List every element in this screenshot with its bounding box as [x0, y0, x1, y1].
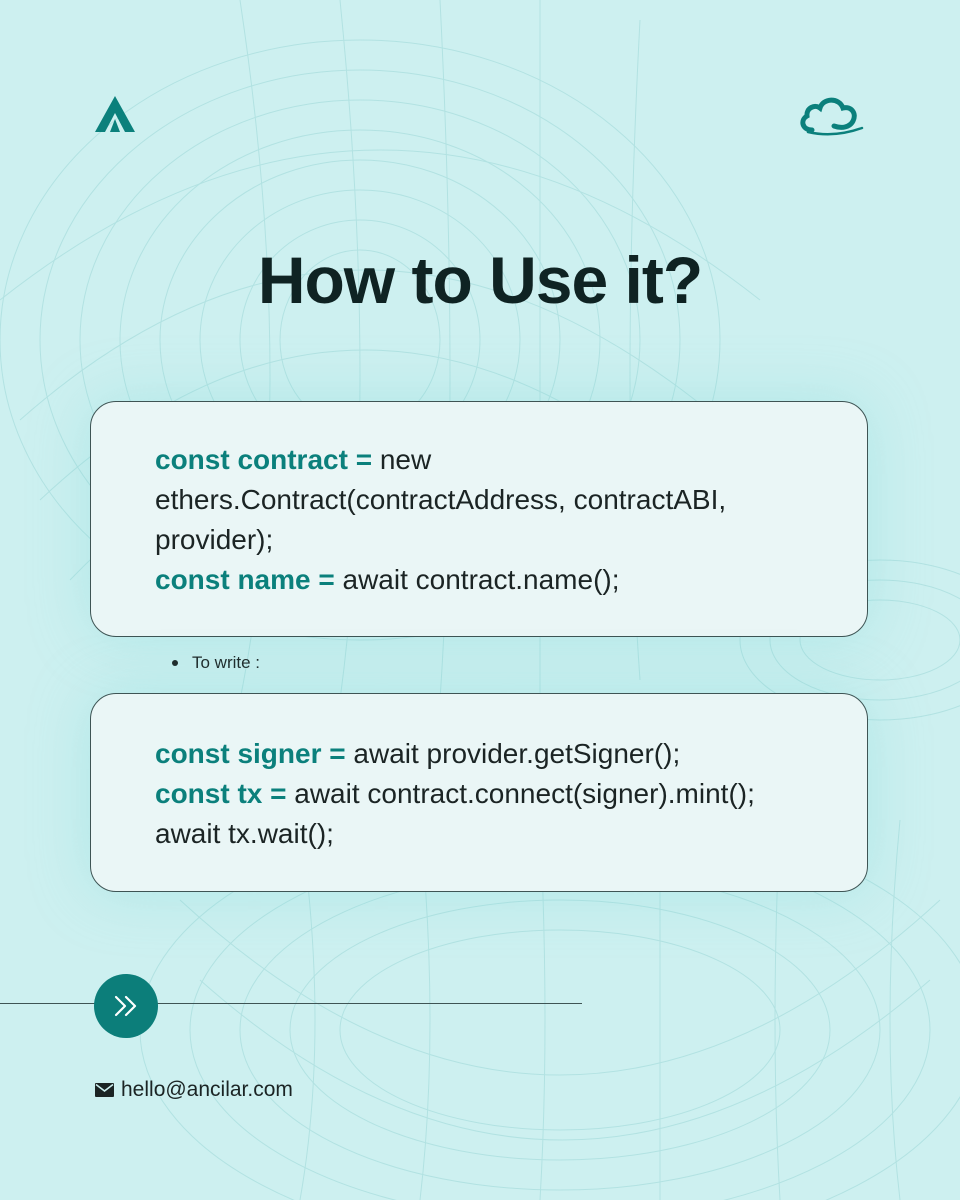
code-line: [155, 520, 837, 560]
ancilar-logo-icon: [95, 96, 135, 132]
mail-icon: [95, 1083, 114, 1097]
code-line: [155, 814, 837, 854]
contact-email[interactable]: [95, 1078, 293, 1102]
bullet-text: To write :: [192, 653, 261, 672]
email-text[interactable]: hello@ancilar.com: [121, 1078, 293, 1101]
code-line: [155, 480, 837, 520]
code-keyword: const contract =: [155, 444, 373, 475]
code-keyword: const signer =: [155, 738, 346, 769]
code-line: [155, 734, 837, 774]
code-block-read: [90, 401, 868, 637]
divider-line: [0, 1003, 582, 1004]
code-text: await contract.connect(signer).mint();: [286, 778, 755, 809]
code-text: ethers.Contract(contractAddress, contractABI,: [155, 484, 727, 515]
next-button[interactable]: [94, 974, 158, 1038]
code-text: await tx.wait();: [155, 818, 334, 849]
code-line: [155, 774, 837, 814]
code-block-write: [90, 693, 868, 892]
bullet-item: [172, 653, 260, 673]
code-line: [155, 440, 837, 480]
code-text: await provider.getSigner();: [345, 738, 681, 769]
cloud-logo-icon: [798, 96, 864, 138]
code-keyword: const tx =: [155, 778, 287, 809]
code-text: new: [372, 444, 432, 475]
bullet-dot-icon: [172, 660, 178, 666]
code-text: provider);: [155, 524, 274, 555]
page-title: How to Use it?: [257, 243, 703, 317]
code-line: [155, 560, 837, 600]
double-chevron-right-icon: [111, 994, 141, 1018]
code-keyword: const name =: [155, 564, 335, 595]
code-text: await contract.name();: [334, 564, 620, 595]
